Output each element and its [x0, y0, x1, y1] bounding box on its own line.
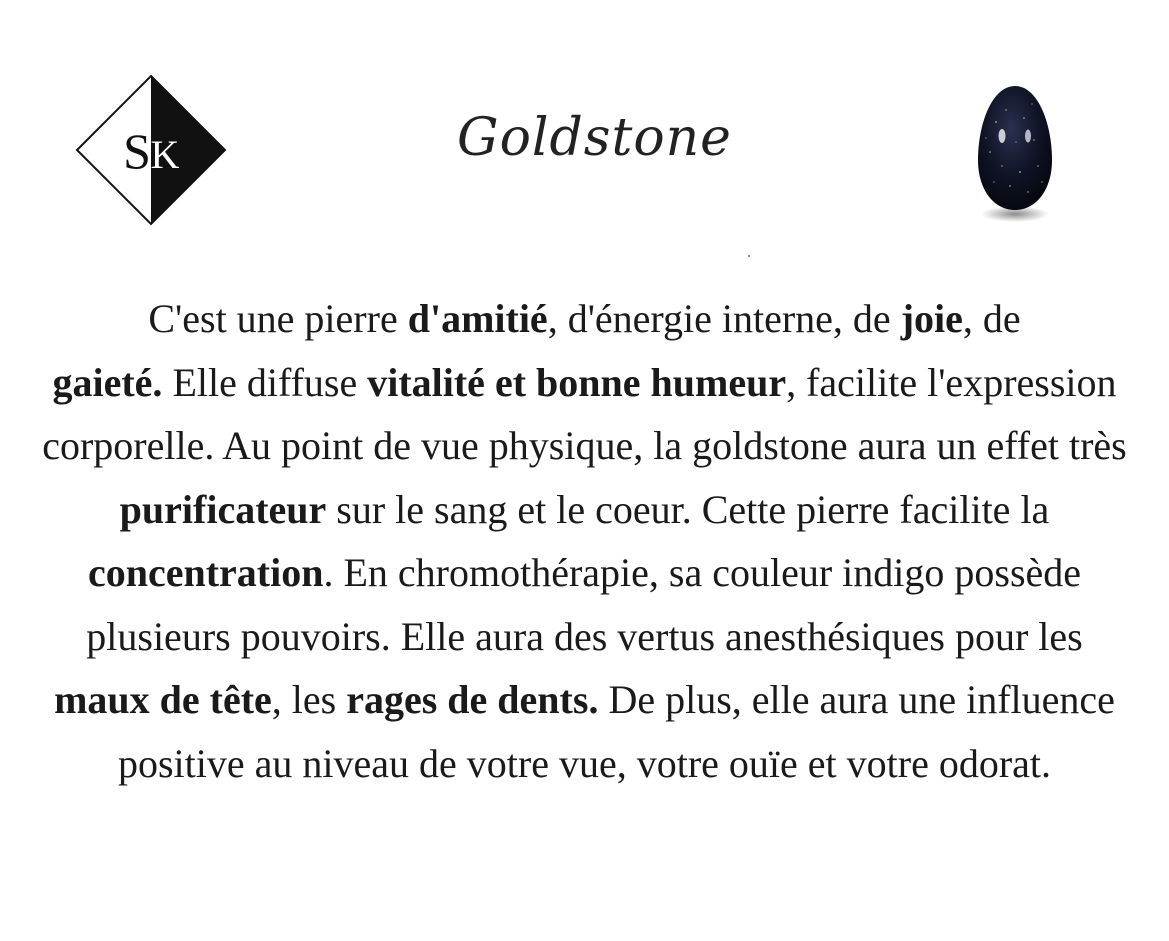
text-segment: , d'énergie interne, de	[547, 296, 901, 341]
text-segment: De plus, elle aura une influence positive au niveau de votre vue, votre ouïe et votre odorat.	[117, 677, 1115, 786]
text-segment: , de	[962, 296, 1021, 341]
text-segment: C'est une pierre	[148, 296, 408, 341]
highlight-segment: joie	[900, 296, 963, 341]
highlight-segment: gaieté.	[52, 359, 163, 405]
highlight-segment: purificateur	[119, 486, 327, 532]
highlight-segment: vitalité et bonne humeur	[367, 359, 787, 405]
highlight-segment: rages de dents.	[346, 677, 599, 722]
highlight-segment: concentration	[87, 550, 324, 595]
goldstone-egg-image	[976, 82, 1054, 224]
page-title: Goldstone	[457, 108, 732, 168]
text-segment: , les	[271, 677, 347, 722]
stray-dot	[748, 255, 750, 257]
logo-letter-s: S	[123, 123, 151, 179]
logo-letter-k: K	[150, 132, 180, 177]
text-segment: Elle diffuse	[162, 359, 368, 405]
text-segment: . En chromothérapie, sa couleur indigo possède plusieurs pouvoirs. Elle aura des vertus anesthésiques pour les	[86, 550, 1083, 659]
description-paragraph	[40, 287, 1129, 795]
highlight-segment: maux de tête	[54, 677, 272, 722]
highlight-segment: d'amitié	[407, 296, 548, 341]
text-segment: sur le sang et le coeur. Cette pierre facilite la	[326, 486, 1050, 532]
text-segment: , facilite l'expression corporelle. Au point de vue physique, la goldstone aura un effet très	[42, 359, 1127, 468]
